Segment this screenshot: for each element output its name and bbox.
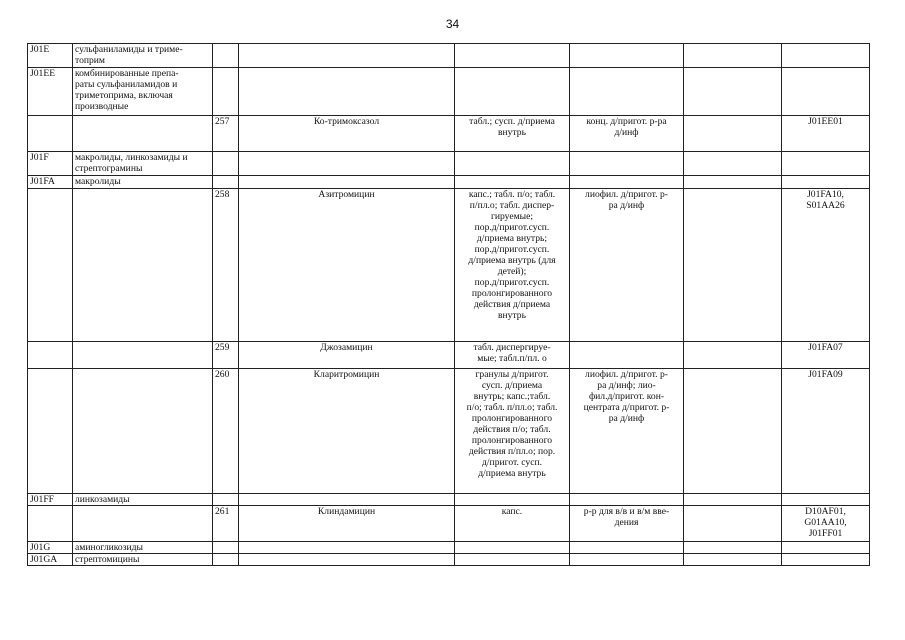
drug-name: Клиндамицин [239, 506, 455, 542]
atc-code: J01EE01 [782, 116, 870, 152]
atc-group-description: стрептомицины [73, 554, 213, 566]
empty-cell [570, 152, 684, 176]
empty-cell [455, 152, 570, 176]
empty-cell [455, 176, 570, 189]
drug-name: Азитромицин [239, 189, 455, 342]
empty-cell [684, 494, 782, 506]
empty-cell [570, 68, 684, 116]
dosage-form-other [684, 506, 782, 542]
empty-cell [213, 44, 239, 68]
empty-cell [782, 68, 870, 116]
atc-group-code: J01GA [28, 554, 73, 566]
drug-name: Кларитромицин [239, 369, 455, 494]
group-row [28, 68, 870, 116]
empty-cell [684, 554, 782, 566]
atc-group-code: J01FF [28, 494, 73, 506]
empty-cell [782, 152, 870, 176]
atc-group-code: J01G [28, 542, 73, 554]
empty-cell [684, 44, 782, 68]
group-row [28, 44, 870, 68]
empty-cell [782, 542, 870, 554]
drug-list-table [27, 43, 870, 566]
empty-cell [213, 176, 239, 189]
empty-cell [684, 176, 782, 189]
dosage-form-oral: табл.; сусп. д/приема внутрь [455, 116, 570, 152]
dosage-form-other [684, 369, 782, 494]
empty-cell [28, 116, 73, 152]
dosage-form-oral: капс.; табл. п/о; табл. п/пл.о; табл. диспер- гируемые; пор.д/пригот.сусп. д/приема внутрь; пор.д/пригот.сусп. д/приема внутрь (для детей); пор.д/пригот.сусп. пролонгированного действия д/приема внутрь [455, 189, 570, 342]
atc-group-code: J01EE [28, 68, 73, 116]
empty-cell [213, 554, 239, 566]
empty-cell [684, 542, 782, 554]
page-number: 34 [445, 17, 460, 31]
dosage-form-injection: лиофил. д/пригот. р- ра д/инф; лио- фил.д/пригот. кон- центрата д/пригот. р- ра д/инф [570, 369, 684, 494]
empty-cell [570, 176, 684, 189]
empty-cell [28, 189, 73, 342]
empty-cell [239, 494, 455, 506]
row-number: 259 [213, 342, 239, 369]
atc-group-description: макролиды, линкозамиды и стрептограмины [73, 152, 213, 176]
row-number: 260 [213, 369, 239, 494]
atc-group-code: J01F [28, 152, 73, 176]
dosage-form-oral: табл. диспергируе- мые; табл.п/пл. о [455, 342, 570, 369]
empty-cell [73, 189, 213, 342]
drug-row [28, 342, 870, 369]
empty-cell [782, 554, 870, 566]
empty-cell [570, 44, 684, 68]
dosage-form-injection [570, 342, 684, 369]
dosage-form-other [684, 342, 782, 369]
dosage-form-oral: капс. [455, 506, 570, 542]
empty-cell [28, 342, 73, 369]
atc-group-description: макролиды [73, 176, 213, 189]
empty-cell [239, 68, 455, 116]
group-row [28, 554, 870, 566]
empty-cell [73, 342, 213, 369]
empty-cell [213, 68, 239, 116]
atc-group-code: J01FA [28, 176, 73, 189]
empty-cell [570, 554, 684, 566]
empty-cell [782, 176, 870, 189]
group-row [28, 176, 870, 189]
dosage-form-oral: гранулы д/пригот. сусп. д/приема внутрь; капс.;табл. п/о; табл. п/пл.о; табл. пролонгированного действия п/о; табл. пролонгированного действия п/пл.о; пор. д/пригот. сусп. д/приема внутрь [455, 369, 570, 494]
atc-code: J01FA10, S01AA26 [782, 189, 870, 342]
empty-cell [684, 152, 782, 176]
atc-group-code: J01E [28, 44, 73, 68]
empty-cell [455, 44, 570, 68]
atc-code: J01FA07 [782, 342, 870, 369]
empty-cell [73, 369, 213, 494]
atc-group-description: аминогликозиды [73, 542, 213, 554]
drug-name: Ко-тримоксазол [239, 116, 455, 152]
empty-cell [239, 542, 455, 554]
empty-cell [28, 369, 73, 494]
empty-cell [239, 176, 455, 189]
empty-cell [455, 494, 570, 506]
atc-group-description: комбинированные препа- раты сульфаниламидов и триметоприма, включая производные [73, 68, 213, 116]
dosage-form-other [684, 116, 782, 152]
empty-cell [782, 44, 870, 68]
empty-cell [73, 116, 213, 152]
empty-cell [455, 68, 570, 116]
drug-row [28, 189, 870, 342]
drug-row [28, 369, 870, 494]
drug-row [28, 116, 870, 152]
empty-cell [455, 542, 570, 554]
empty-cell [213, 152, 239, 176]
empty-cell [782, 494, 870, 506]
group-row [28, 152, 870, 176]
empty-cell [28, 506, 73, 542]
empty-cell [455, 554, 570, 566]
empty-cell [213, 542, 239, 554]
empty-cell [213, 494, 239, 506]
row-number: 261 [213, 506, 239, 542]
empty-cell [570, 494, 684, 506]
atc-code: D10AF01, G01AA10, J01FF01 [782, 506, 870, 542]
dosage-form-injection: конц. д/пригот. р-ра д/инф [570, 116, 684, 152]
empty-cell [239, 44, 455, 68]
empty-cell [239, 152, 455, 176]
drug-name: Джозамицин [239, 342, 455, 369]
empty-cell [73, 506, 213, 542]
dosage-form-other [684, 189, 782, 342]
empty-cell [570, 542, 684, 554]
atc-group-description: линкозамиды [73, 494, 213, 506]
atc-code: J01FA09 [782, 369, 870, 494]
drug-row [28, 506, 870, 542]
dosage-form-injection: лиофил. д/пригот. р- ра д/инф [570, 189, 684, 342]
empty-cell [239, 554, 455, 566]
row-number: 257 [213, 116, 239, 152]
row-number: 258 [213, 189, 239, 342]
empty-cell [684, 68, 782, 116]
group-row [28, 494, 870, 506]
dosage-form-injection: р-р для в/в и в/м вве- дения [570, 506, 684, 542]
atc-group-description: сульфаниламиды и триме- топрим [73, 44, 213, 68]
group-row [28, 542, 870, 554]
